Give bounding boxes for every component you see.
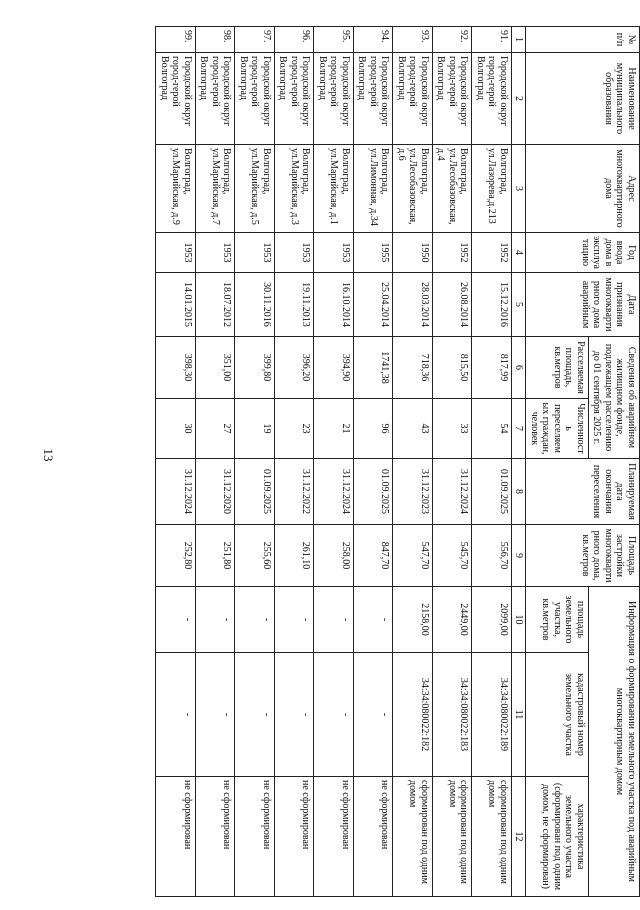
- municipality-cell: Городской округ город-герой Волгоград: [433, 53, 473, 145]
- cadastral-number-cell: -: [275, 653, 315, 777]
- emergency-date-cell: 15.12.2016: [472, 273, 512, 337]
- cadastral-number-cell: -: [156, 653, 196, 777]
- resettled-people-cell: 96: [354, 399, 394, 459]
- address-cell: Волгоград, ул.Марийская, д.9: [156, 145, 196, 233]
- address-cell: Волгоград, ул.Марийская, д.7: [196, 145, 236, 233]
- resettled-people-cell: 19: [235, 399, 275, 459]
- emergency-date-cell: 26.08.2014: [433, 273, 473, 337]
- row-number-cell: 97.: [235, 27, 275, 53]
- year-built-cell: 1953: [156, 233, 196, 273]
- resettled-area-cell: 718,36: [393, 337, 433, 399]
- resettled-people-cell: 21: [314, 399, 354, 459]
- year-built-cell: 1953: [235, 233, 275, 273]
- header-cell: площадь земельного участка, кв.метров: [526, 587, 589, 653]
- row-number-cell: 96.: [275, 27, 315, 53]
- header-cell: Наименование муниципального образования: [526, 53, 640, 145]
- year-built-cell: 1952: [472, 233, 512, 273]
- index-cell: 3: [512, 145, 527, 233]
- municipality-cell: Городской округ город-герой Волгоград: [275, 53, 315, 145]
- emergency-date-cell: 25.04.2014: [354, 273, 394, 337]
- header-group: Сведения об аварийном жилищном фонде, подлежащем расселению до 01 сентября 2025 г.: [589, 337, 640, 459]
- header-cell: кадастровый номер земельного участка: [526, 653, 589, 777]
- emergency-date-cell: 30.11.2016: [235, 273, 275, 337]
- planned-end-date-cell: 31.12.2022: [275, 459, 315, 525]
- land-area-cell: -: [354, 587, 394, 653]
- land-status-cell: сформирован под одним домом: [472, 777, 512, 897]
- table-row: [235, 27, 275, 897]
- land-area-cell: -: [235, 587, 275, 653]
- resettled-area-cell: 815,50: [433, 337, 473, 399]
- building-area-cell: 258,00: [314, 525, 354, 587]
- planned-end-date-cell: 31.12.2020: [196, 459, 236, 525]
- planned-end-date-cell: 31.12.2024: [156, 459, 196, 525]
- header-cell: Год ввода дома в эксплуатацию: [526, 233, 640, 273]
- resettled-people-cell: 33: [433, 399, 473, 459]
- building-area-cell: 547,70: [393, 525, 433, 587]
- land-status-cell: не сформирован: [156, 777, 196, 897]
- municipality-cell: Городской округ город-герой Волгоград: [235, 53, 275, 145]
- rotated-table-wrapper: [159, 26, 640, 896]
- emergency-date-cell: 18.07.2012: [196, 273, 236, 337]
- table-row: [393, 27, 433, 897]
- cadastral-number-cell: -: [235, 653, 275, 777]
- index-cell: 10: [512, 587, 527, 653]
- planned-end-date-cell: 01.09.2025: [472, 459, 512, 525]
- row-number-cell: 98.: [196, 27, 236, 53]
- resettled-area-cell: 399,80: [235, 337, 275, 399]
- building-area-cell: 847,70: [354, 525, 394, 587]
- resettled-area-cell: 394,90: [314, 337, 354, 399]
- land-area-cell: -: [156, 587, 196, 653]
- planned-end-date-cell: 31.12.2024: [314, 459, 354, 525]
- land-area-cell: -: [314, 587, 354, 653]
- table-row: [472, 27, 512, 897]
- building-area-cell: 251,80: [196, 525, 236, 587]
- emergency-date-cell: 16.10.2014: [314, 273, 354, 337]
- table-row: [354, 27, 394, 897]
- land-area-cell: 2158,00: [393, 587, 433, 653]
- year-built-cell: 1953: [275, 233, 315, 273]
- header-cell: характеристика земельного участка (сформирован под одним домом, не сформирован): [526, 777, 589, 897]
- table-row: [433, 27, 473, 897]
- resettled-people-cell: 54: [472, 399, 512, 459]
- land-status-cell: не сформирован: [235, 777, 275, 897]
- year-built-cell: 1952: [433, 233, 473, 273]
- cadastral-number-cell: 34:34:080022:182: [393, 653, 433, 777]
- municipality-cell: Городской округ город-герой Волгоград: [314, 53, 354, 145]
- land-status-cell: не сформирован: [275, 777, 315, 897]
- table-row: [196, 27, 236, 897]
- address-cell: Волгоград, ул.Лесобазовская, д.4: [433, 145, 473, 233]
- column-index-row: [512, 27, 527, 897]
- row-number-cell: 93.: [393, 27, 433, 53]
- land-area-cell: -: [275, 587, 315, 653]
- header-cell: Площадь застройки многоквартирного дома, кв.метров: [526, 525, 640, 587]
- year-built-cell: 1953: [196, 233, 236, 273]
- emergency-date-cell: 19.11.2013: [275, 273, 315, 337]
- index-cell: 6: [512, 337, 527, 399]
- address-cell: Волгоград, ул.Марийская, д.5: [235, 145, 275, 233]
- municipality-cell: Городской округ город-герой Волгоград: [393, 53, 433, 145]
- header-cell: Численность переселяемых граждан, человек: [526, 399, 589, 459]
- header-row-top: [589, 27, 640, 897]
- land-area-cell: 2099,00: [472, 587, 512, 653]
- index-cell: 11: [512, 653, 527, 777]
- table-row: [156, 27, 196, 897]
- resettled-area-cell: 817,99: [472, 337, 512, 399]
- cadastral-number-cell: 34:34:080022:183: [433, 653, 473, 777]
- row-number-cell: 95.: [314, 27, 354, 53]
- resettled-people-cell: 27: [196, 399, 236, 459]
- index-cell: 7: [512, 399, 527, 459]
- address-cell: Волгоград, ул.Лазорева,д.213: [472, 145, 512, 233]
- building-area-cell: 255,60: [235, 525, 275, 587]
- building-area-cell: 556,70: [472, 525, 512, 587]
- row-number-cell: 99.: [156, 27, 196, 53]
- index-cell: 4: [512, 233, 527, 273]
- index-cell: 9: [512, 525, 527, 587]
- housing-table: [156, 26, 640, 897]
- table-body: [156, 27, 512, 897]
- building-area-cell: 252,80: [156, 525, 196, 587]
- index-cell: 1: [512, 27, 527, 53]
- index-cell: 12: [512, 777, 527, 897]
- land-area-cell: -: [196, 587, 236, 653]
- year-built-cell: 1950: [393, 233, 433, 273]
- index-cell: 8: [512, 459, 527, 525]
- planned-end-date-cell: 31.12.2023: [393, 459, 433, 525]
- resettled-people-cell: 43: [393, 399, 433, 459]
- municipality-cell: Городской округ город-герой Волгоград: [196, 53, 236, 145]
- municipality-cell: Городской округ город-герой Волгоград: [156, 53, 196, 145]
- land-status-cell: не сформирован: [196, 777, 236, 897]
- cadastral-number-cell: -: [196, 653, 236, 777]
- land-status-cell: не сформирован: [354, 777, 394, 897]
- cadastral-number-cell: 34:34:080022:189: [472, 653, 512, 777]
- resettled-people-cell: 30: [156, 399, 196, 459]
- land-status-cell: сформирован под одним домом: [433, 777, 473, 897]
- address-cell: Волгоград, ул.Марийская, д.1: [314, 145, 354, 233]
- header-cell: № п/п: [526, 27, 640, 53]
- resettled-area-cell: 398,30: [156, 337, 196, 399]
- address-cell: Волгоград, ул.Марийская, д.3: [275, 145, 315, 233]
- row-number-cell: 91.: [472, 27, 512, 53]
- resettled-area-cell: 351,00: [196, 337, 236, 399]
- resettled-people-cell: 23: [275, 399, 315, 459]
- emergency-date-cell: 14.01.2015: [156, 273, 196, 337]
- cadastral-number-cell: -: [354, 653, 394, 777]
- land-status-cell: сформирован под одним домом: [393, 777, 433, 897]
- planned-end-date-cell: 01.09.2025: [235, 459, 275, 525]
- planned-end-date-cell: 31.12.2024: [433, 459, 473, 525]
- address-cell: Волгоград, ул.Лесобазовская, д.6: [393, 145, 433, 233]
- header-cell: Дата признания многоквартирного дома аварийным: [526, 273, 640, 337]
- index-cell: 5: [512, 273, 527, 337]
- building-area-cell: 261,10: [275, 525, 315, 587]
- row-number-cell: 92.: [433, 27, 473, 53]
- resettled-area-cell: 1741,38: [354, 337, 394, 399]
- header-cell: Расселяемая площадь, кв.метров: [526, 337, 589, 399]
- index-cell: 2: [512, 53, 527, 145]
- table-row: [275, 27, 315, 897]
- table-row: [314, 27, 354, 897]
- row-number-cell: 94.: [354, 27, 394, 53]
- header-group: Информация о формировании земельного участка под аварийным многоквартирным домом: [589, 587, 640, 897]
- resettled-area-cell: 396,20: [275, 337, 315, 399]
- municipality-cell: Городской округ город-герой Волгоград: [472, 53, 512, 145]
- page-number: 13: [41, 448, 56, 462]
- planned-end-date-cell: 01.09.2025: [354, 459, 394, 525]
- cadastral-number-cell: -: [314, 653, 354, 777]
- header-cell: Планируемая дата окончания переселения: [526, 459, 640, 525]
- year-built-cell: 1953: [314, 233, 354, 273]
- year-built-cell: 1955: [354, 233, 394, 273]
- building-area-cell: 545,70: [433, 525, 473, 587]
- emergency-date-cell: 28.03.2014: [393, 273, 433, 337]
- land-status-cell: не сформирован: [314, 777, 354, 897]
- municipality-cell: Городской округ город-герой Волгоград: [354, 53, 394, 145]
- land-area-cell: 2449,00: [433, 587, 473, 653]
- header-cell: Адрес многоквартирного дома: [526, 145, 640, 233]
- address-cell: Волгоград, ул.Лимонная, д.34: [354, 145, 394, 233]
